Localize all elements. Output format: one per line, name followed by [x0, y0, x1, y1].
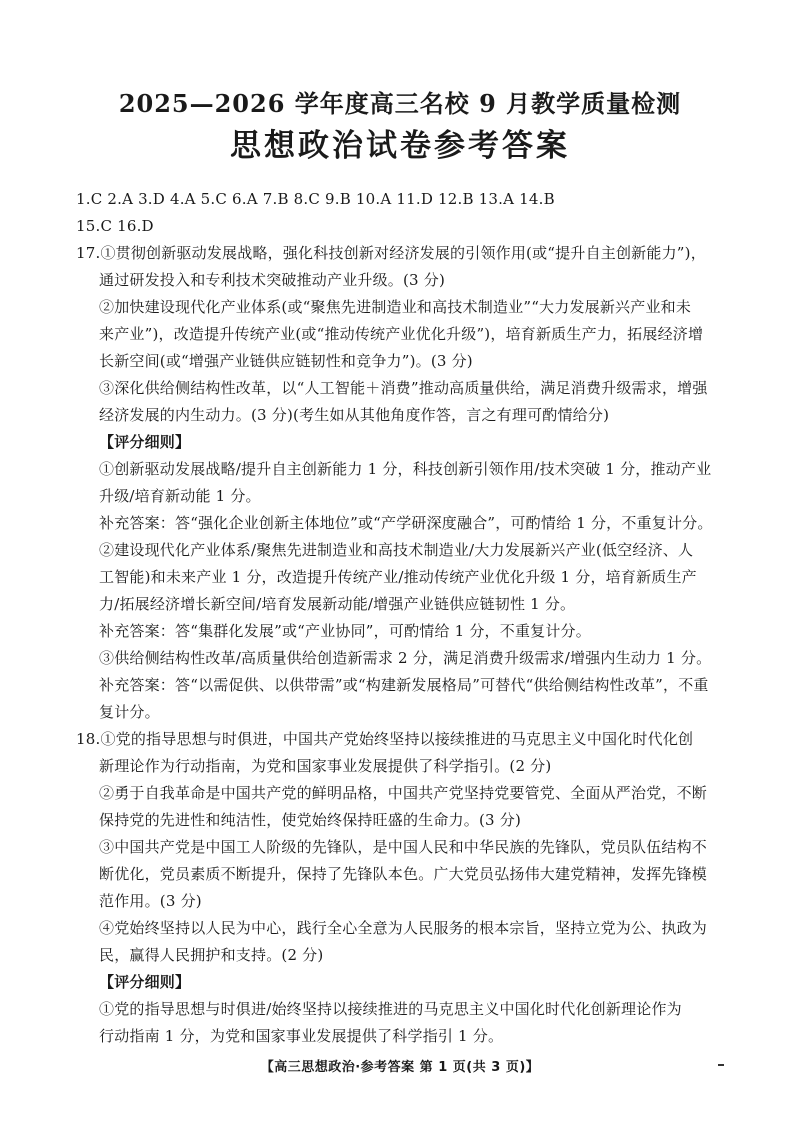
q17-rubric-line: 力/拓展经济增长新空间/培育发展新动能/增强产业链供应链韧性 1 分。 — [99, 595, 576, 613]
q17-line: 通过研发投入和专利技术突破推动产业升级。(3 分) — [99, 271, 446, 289]
q18-rubric-line: ①党的指导思想与时俱进/始终坚持以接续推进的马克思主义中国化时代化创新理论作为 — [99, 1000, 682, 1018]
q18-line: 断优化，党员素质不断提升，保持了先锋队本色。广大党员弘扬伟大建党精神，发挥先锋模 — [99, 865, 708, 883]
page-footer: 【高三思想政治·参考答案 第 1 页(共 3 页)】 — [260, 1060, 540, 1075]
exam-title: 2025—2026 学年度高三名校 9 月教学质量检测 — [118, 89, 682, 118]
q17-line: 17.①贯彻创新驱动发展战略，强化科技创新对经济发展的引领作用(或“提升自主创新能力”)， — [76, 244, 706, 262]
q17-rubric-line: 工智能)和未来产业 1 分，改造提升传统产业/推动传统产业优化升级 1 分，培育新质生产 — [99, 568, 697, 586]
q17-rubric-line: 补充答案：答“强化企业创新主体地位”或“产学研深度融合”，可酌情给 1 分，不重复计分。 — [99, 514, 713, 532]
q17-rubric-heading: 【评分细则】 — [99, 433, 191, 451]
q17-line: 经济发展的内生动力。(3 分)(考生如从其他角度作答，言之有理可酌情给分) — [99, 406, 610, 424]
q18-line: ④党始终坚持以人民为中心，践行全心全意为人民服务的根本宗旨，坚持立党为公、执政为 — [99, 919, 708, 937]
choice-answers-row-2: 15.C 16.D — [76, 217, 154, 235]
q18-rubric-line: 行动指南 1 分，为党和国家事业发展提供了科学指引 1 分。 — [99, 1027, 504, 1045]
choice-answers-row-1: 1.C 2.A 3.D 4.A 5.C 6.A 7.B 8.C 9.B 10.A 11.D 12.B 13.A 14.B — [76, 190, 555, 208]
q17-line: 来产业”)，改造提升传统产业(或“推动传统产业优化升级”)，培育新质生产力，拓展经济增 — [99, 325, 704, 343]
q17-line: ②加快建设现代化产业体系(或“聚焦先进制造业和高技术制造业”“大力发展新兴产业和未 — [99, 298, 692, 316]
q18-line: ③中国共产党是中国工人阶级的先锋队，是中国人民和中华民族的先锋队，党员队伍结构不 — [99, 838, 708, 856]
q17-rubric-line: 升级/培育新动能 1 分。 — [99, 487, 261, 505]
q18-line: 18.①党的指导思想与时俱进，中国共产党始终坚持以接续推进的马克思主义中国化时代化创 — [76, 730, 694, 748]
answer-content — [76, 186, 736, 1050]
q17-rubric-line: ②建设现代化产业体系/聚焦先进制造业和高技术制造业/大力发展新兴产业(低空经济、人 — [99, 541, 694, 559]
page-title: 思想政治试卷参考答案 — [230, 128, 570, 164]
q18-line: 新理论作为行动指南，为党和国家事业发展提供了科学指引。(2 分) — [99, 757, 552, 775]
q17-rubric-line: 补充答案：答“以需促供、以供带需”或“构建新发展格局”可替代“供给侧结构性改革”，不重 — [99, 676, 709, 694]
q18-rubric-heading: 【评分细则】 — [99, 973, 191, 991]
q17-line: 长新空间(或“增强产业链供应链韧性和竞争力”)。(3 分) — [99, 352, 473, 370]
q18-line: ②勇于自我革命是中国共产党的鲜明品格，中国共产党坚持党要管党、全面从严治党，不断 — [99, 784, 708, 802]
q17-rubric-line: 复计分。 — [99, 703, 160, 721]
q17-rubric-line: ③供给侧结构性改革/高质量供给创造新需求 2 分，满足消费升级需求/增强内生动力 1 分。 — [99, 649, 712, 667]
q17-line: ③深化供给侧结构性改革，以“人工智能＋消费”推动高质量供给，满足消费升级需求，增强 — [99, 379, 708, 397]
q18-line: 民，赢得人民拥护和支持。(2 分) — [99, 946, 324, 964]
footer-dash-mark — [718, 1064, 724, 1066]
q17-rubric-line: ①创新驱动发展战略/提升自主创新能力 1 分，科技创新引领作用/技术突破 1 分，推动产业 — [99, 460, 712, 478]
q18-line: 范作用。(3 分) — [99, 892, 202, 910]
q17-rubric-line: 补充答案：答“集群化发展”或“产业协同”，可酌情给 1 分，不重复计分。 — [99, 622, 591, 640]
q18-line: 保持党的先进性和纯洁性，使党始终保持旺盛的生命力。(3 分) — [99, 811, 522, 829]
